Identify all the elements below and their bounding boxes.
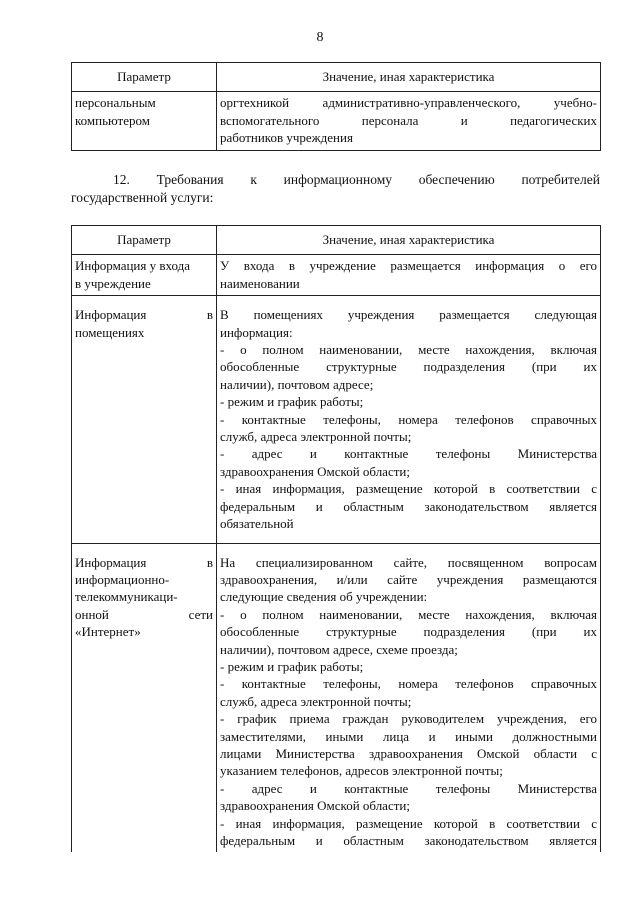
value-line: здравоохранения Омской области;: [220, 798, 410, 814]
param-cell: [72, 296, 217, 543]
section-12-paragraph: [71, 171, 600, 207]
value-line: - контактные телефоны, номера телефонов справочных: [220, 411, 597, 427]
value-line: информация:: [220, 324, 293, 340]
value-line: служб, адреса электронной почты;: [220, 429, 412, 445]
param-line: персональным: [75, 95, 156, 111]
value-cell: [217, 543, 601, 852]
section-12-line: 12. Требования к информационному обеспечению потребителей: [113, 172, 600, 187]
value-line: На специализированном сайте, посвященном вопросам: [220, 554, 597, 570]
table-row: [72, 92, 601, 150]
value-line: оргтехникой административно-управленческого, учебно-: [220, 95, 597, 111]
param-line: телекоммуникаци-: [75, 589, 178, 605]
value-line: - адрес и контактные телефоны Министерства: [220, 446, 597, 462]
value-line: - адрес и контактные телефоны Министерства: [220, 780, 597, 796]
value-line: служб, адреса электронной почты;: [220, 693, 412, 709]
value-line: наличии), почтовом адресе, схеме проезда;: [220, 641, 458, 657]
table-header-row: [72, 226, 601, 255]
table-previous-section: [71, 62, 601, 151]
value-line: - контактные телефоны, номера телефонов справочных: [220, 676, 597, 692]
value-line: - режим и график работы;: [220, 658, 364, 674]
value-cell: [217, 296, 601, 543]
param-line: «Интернет»: [75, 624, 141, 640]
value-line: - о полном наименовании, месте нахождения, включая: [220, 342, 597, 358]
value-line: федеральным и областным законодательством является: [220, 498, 597, 514]
param-line: в учреждение: [75, 275, 151, 291]
value-line: указанием телефонов, адресов электронной почты;: [220, 763, 503, 779]
value-line: обособленные структурные подразделения (при их: [220, 359, 597, 375]
value-line: работников учреждения: [220, 130, 353, 146]
param-line: информационно-: [75, 571, 170, 587]
value-line: федеральным и областным законодательством является: [220, 833, 597, 848]
table-row: [72, 255, 601, 296]
table-row: [72, 543, 601, 852]
section-12-line: государственной услуги:: [71, 190, 214, 205]
param-cell: [72, 92, 217, 150]
table-row: [72, 296, 601, 543]
value-line: - график приема граждан руководителем учреждения, его: [220, 711, 597, 727]
value-line: - иная информация, размещение которой в соответствии с: [220, 815, 597, 831]
page-number: 8: [316, 30, 324, 45]
value-line: заместителями, иными лица и иными должностными: [220, 728, 597, 744]
value-cell: [217, 92, 601, 150]
param-line: компьютером: [75, 112, 150, 128]
value-line: обязательной: [220, 516, 294, 532]
value-line: У входа в учреждение размещается информация о его: [220, 258, 597, 274]
param-line: онной сети: [75, 606, 213, 622]
header-param: Параметр: [72, 226, 217, 255]
value-line: - иная информация, размещение которой в соответствии с: [220, 481, 597, 497]
value-cell: [217, 255, 601, 296]
value-line: наименовании: [220, 275, 300, 291]
value-line: наличии), почтовом адресе;: [220, 376, 374, 392]
table-header-row: [72, 63, 601, 92]
value-line: - режим и график работы;: [220, 394, 364, 410]
value-line: вспомогательного персонала и педагогических: [220, 112, 597, 128]
value-line: здравоохранения Омской области;: [220, 463, 410, 479]
param-line: Информация в: [75, 307, 213, 323]
value-line: В помещениях учреждения размещается следующая: [220, 307, 597, 323]
value-line: здравоохранения, и/или сайте учреждения размещаются: [220, 571, 597, 587]
param-line: помещениях: [75, 324, 145, 340]
value-line: обособленные структурные подразделения (при их: [220, 624, 597, 640]
value-line: лицами Министерства здравоохранения Омской области с: [220, 745, 597, 761]
param-line: Информация в: [75, 554, 213, 570]
param-cell: [72, 255, 217, 296]
header-value: Значение, иная характеристика: [217, 63, 601, 92]
header-value: Значение, иная характеристика: [217, 226, 601, 255]
param-line: Информация у входа: [75, 258, 191, 274]
param-cell: [72, 543, 217, 852]
header-param: Параметр: [72, 63, 217, 92]
value-line: - о полном наименовании, месте нахождения, включая: [220, 606, 597, 622]
table-information-requirements: [71, 225, 601, 852]
value-line: следующие сведения об учреждении:: [220, 589, 428, 605]
